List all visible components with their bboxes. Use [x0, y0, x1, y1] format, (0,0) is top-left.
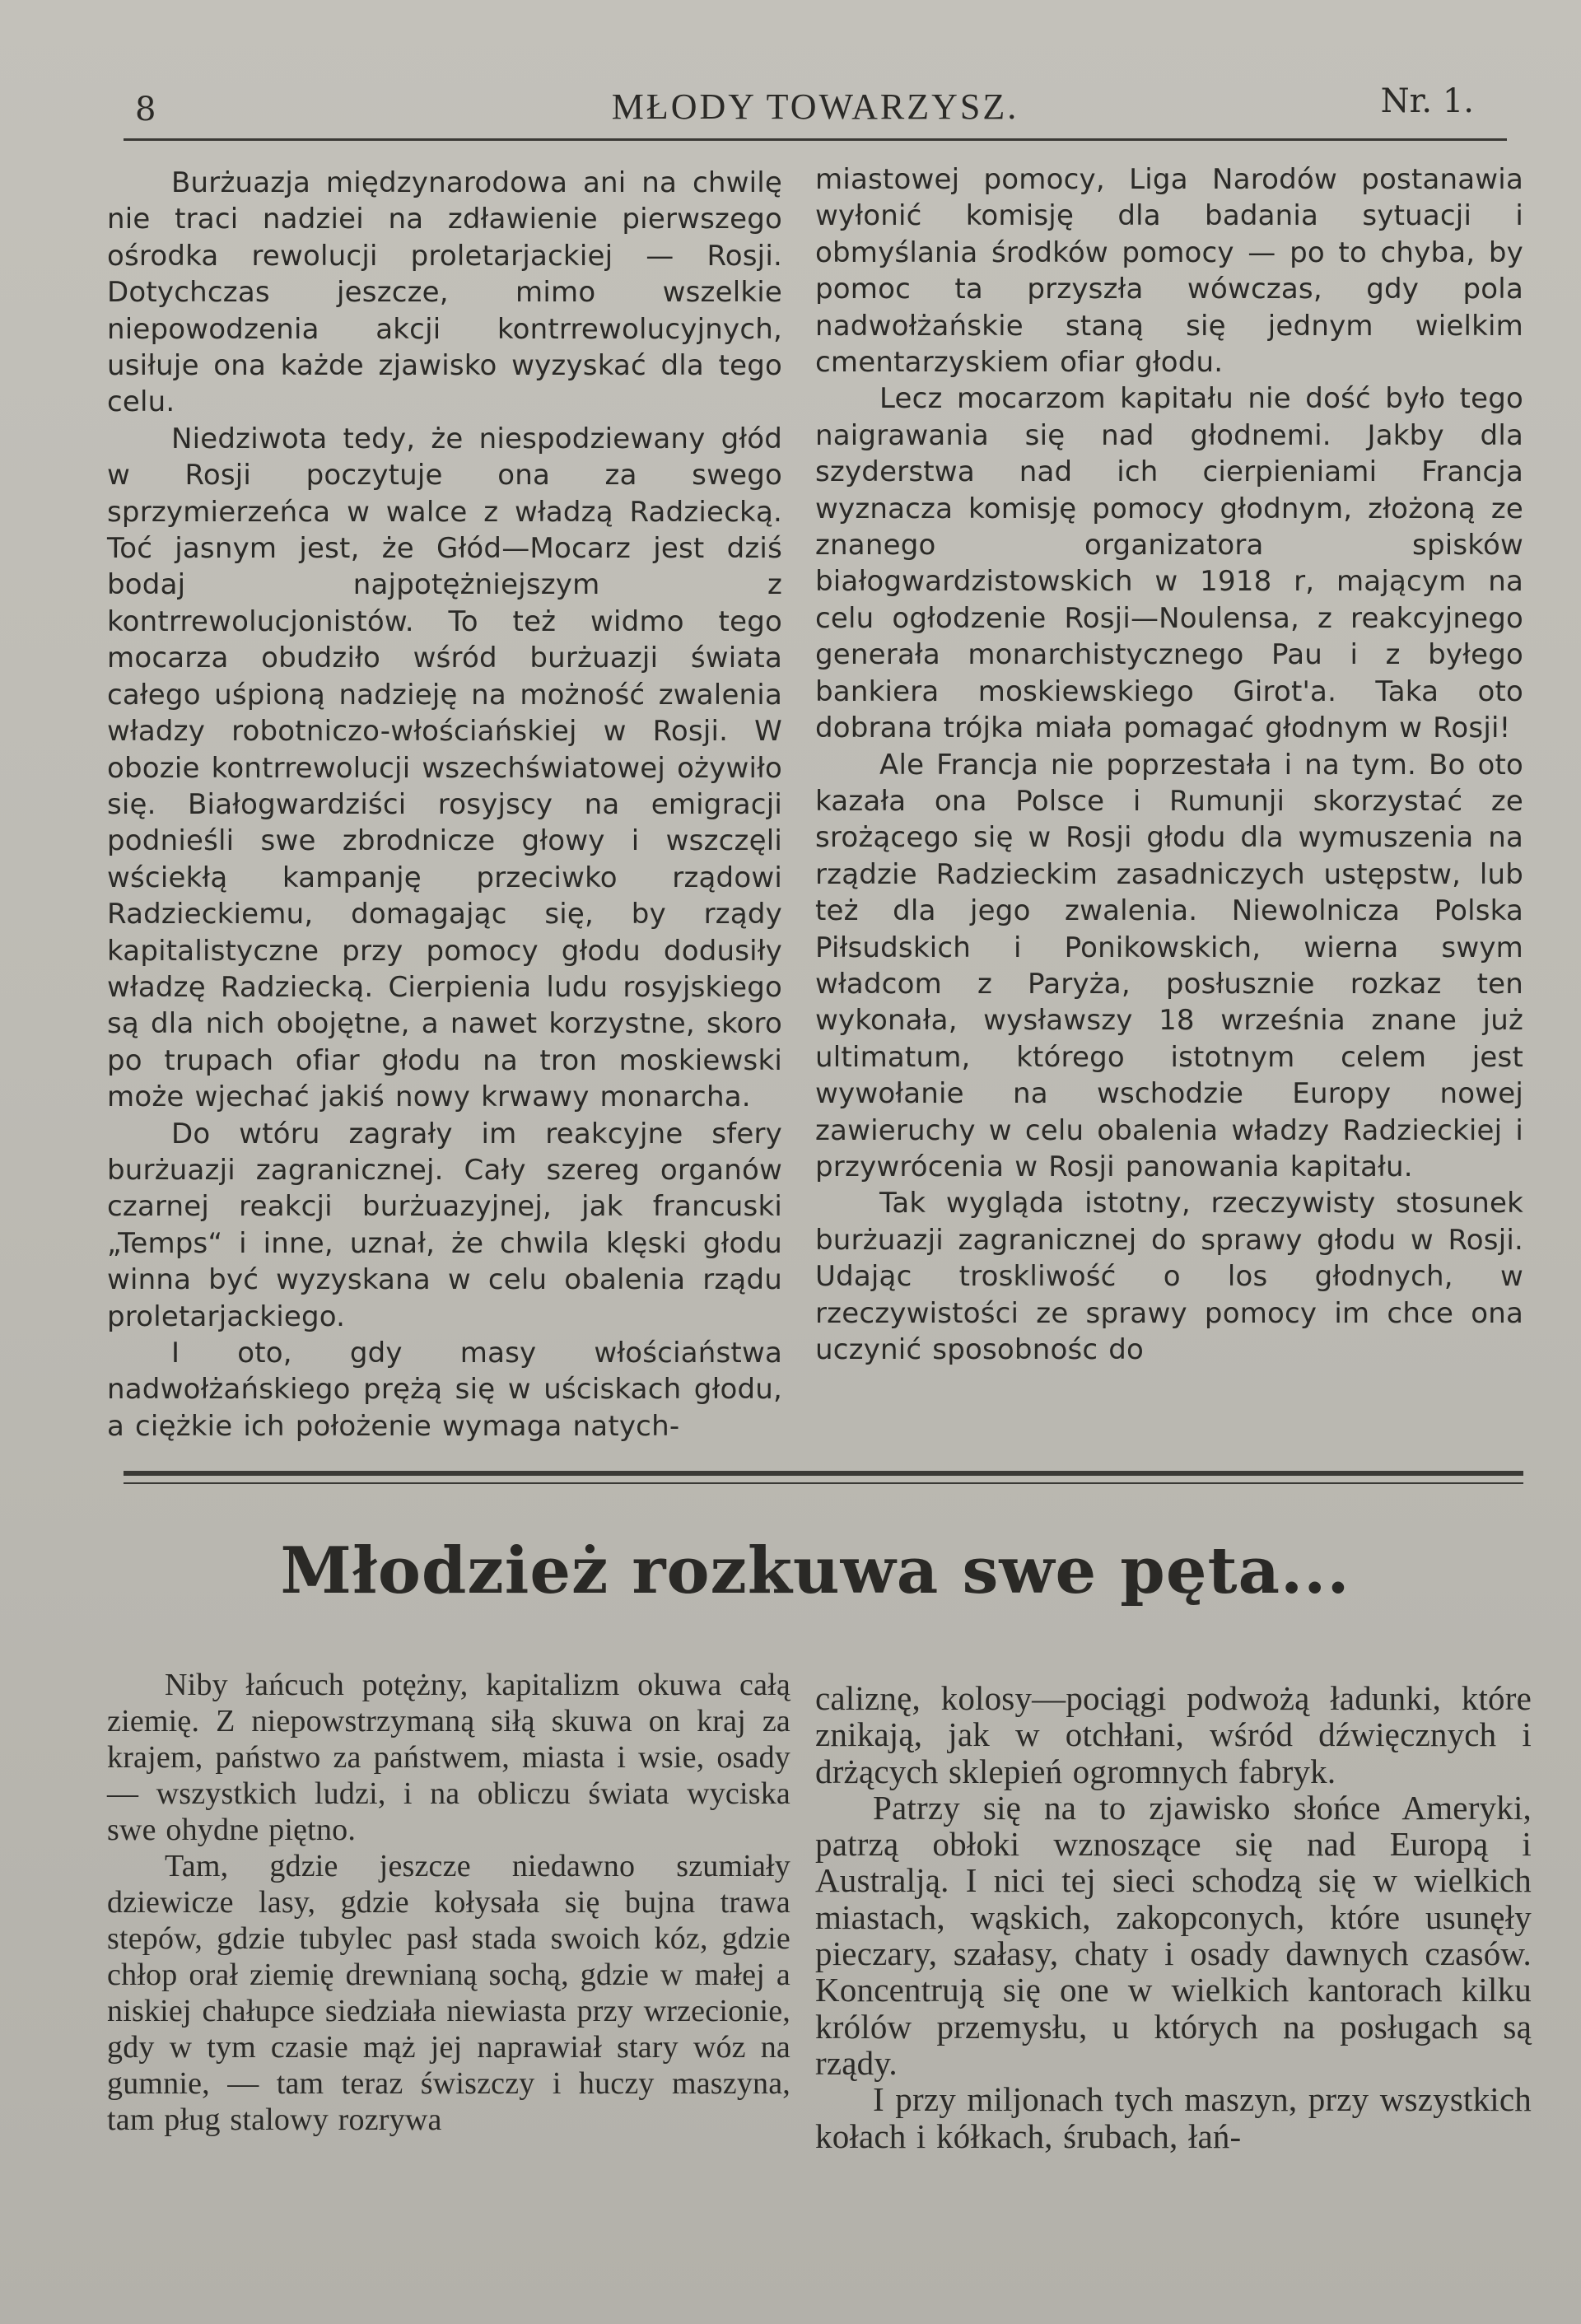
- article1-column-left: [107, 165, 782, 1444]
- paragraph: Niby łańcuch potężny, kapitalizm okuwa całą ziemię. Z niepowstrzymaną siłą skuwa on kraj za krajem, państwo za państwem, miasta i wsie, osady — wszystkich ludzi, i na obliczu świata wyciska swe ohydne piętno.: [107, 1668, 790, 1847]
- article-title: Młodzież rozkuwa swe pęta...: [280, 1533, 1350, 1608]
- page-header: [124, 76, 1507, 135]
- paragraph: I przy miljonach tych maszyn, przy wszystkich kołach i kółkach, śrubach, łań-: [815, 2080, 1532, 2155]
- article-separator-thick: [124, 1471, 1523, 1476]
- paragraph: Tak wygląda istotny, rzeczywisty stosunek burżuazji zagranicznej do sprawy głodu w Rosji. Udając troskliwość o los głodnych, w rzeczywistości ze sprawy pomocy im chce ona uczynić sposobnośc do: [815, 1187, 1523, 1366]
- publication-title: MŁODY TOWARZYSZ.: [611, 86, 1019, 127]
- article-separator-thin: [124, 1482, 1523, 1484]
- article2-column-left: [107, 1667, 790, 2138]
- paragraph: caliznę, kolosy—pociągi podwożą ładunki, które znikają, jak w otchłani, wśród dźwięcznych i drżących sklepień ogromnych fabryk.: [815, 1679, 1532, 1790]
- paragraph: Burżuazja międzynarodowa ani na chwilę nie traci nadziei na zdławienie pierwszego ośrodka rewolucji proletarjackiej — Rosji. Dotychczas jeszcze, mimo wszelkie niepowodzenia akcji kontrrewolucyjnych, usiłuje ona każde zjawisko wyzyskać dla tego celu.: [107, 166, 782, 419]
- header-rule: [124, 138, 1507, 141]
- paragraph: Ale Francja nie poprzestała i na tym. Bo oto kazała ona Polsce i Rumunji skorzystać ze srożącego się w Rosji głodu dla wymuszenia na rządzie Radzieckim zasadniczych ustępstw, lub też dla jego zwalenia. Niewolnicza Polska Piłsudskich i Ponikowskich, wierna swym władcom z Paryża, posłusznie rozkaz ten wykonała, wysławszy 18 września znane już ultimatum, którego istotnym celem jest wywołanie na wschodzie Europy nowej zawieruchy w celu obalenia władzy Radzieckiej i przywrócenia w Rosji panowania kapitału.: [815, 748, 1523, 1183]
- paragraph: I oto, gdy masy włościaństwa nadwołżańskiego prężą się w uściskach głodu, a ciężkie ich położenie wymaga natych-: [107, 1337, 782, 1443]
- paragraph: Lecz mocarzom kapitału nie dość było tego naigrawania się nad głodnemi. Jakby dla szyderstwa nad ich cierpieniami Francja wyznacza komisję pomocy głodnym, złożoną ze znanego organizatora spisków białogwardzistowskich w 1918 r, mającym na celu ogłodzenie Rosji—Noulensa, z reakcyjnego generała monarchistycznego Pau i z byłego bankiera moskiewskiego Girot'a. Taka oto dobrana trójka miała pomagać głodnym w Rosji!: [815, 382, 1523, 745]
- paragraph: Niedziwota tedy, że niespodziewany głód w Rosji poczytuje ona za swego sprzymierzeńca w walce z władzą Radziecką. Toć jasnym jest, że Głód—Mocarz jest dziś bodaj najpotężniejszym z kontrrewolucjonistów. To też widmo tego mocarza obudziło wśród burżuazji świata całego uśpioną nadzieję na możność zwalenia władzy robotniczo-włościańskiej w Rosji. W obozie kontrrewolucji wszechświatowej ożywiło się. Białogwardziści rosyjscy na emigracji podnieśli swe zbrodnicze głowy i wszczęli wściekłą kampanję przeciwko rządowi Radzieckiemu, domagając się, by rządy kapitalistyczne przy pomocy głodu dodusiły władzę Radziecką. Cierpienia ludu rosyjskiego są dla nich obojętne, a nawet korzystne, skoro po trupach ofiar głodu na tron moskiewski może wjechać jakiś nowy krwawy monarcha.: [107, 422, 782, 1114]
- paragraph: Patrzy się na to zjawisko słońce Ameryki, patrzą obłoki wznoszące się nad Europą i Australją. I nici tej sieci schodzą się w wielkich miastach, wąskich, zakopconych, które usunęły pieczary, szałasy, chaty i osady dawnych czasów. Koncentrują się one w wielkich kantorach kilku królów przemysłu, u których na posługach są rządy.: [815, 1788, 1532, 2082]
- article2-column-right: [815, 1680, 1532, 2154]
- paragraph: Do wtóru zagrały im reakcyjne sfery burżuazji zagranicznej. Cały szereg organów czarnej reakcji burżuazyjnej, jak francuski „Temps“ i inne, uznał, że chwila klęski głodu winna być wyzyskana w celu obalenia rządu proletarjackiego.: [107, 1117, 782, 1333]
- paragraph: Tam, gdzie jeszcze niedawno szumiały dziewicze lasy, gdzie kołysała się bujna trawa stepów, gdzie tubylec pasł stada swoich kóz, gdzie chłop orał ziemię drewnianą sochą, gdzie w małej a niskiej chałupce siedziała niewiasta przy wrzecionie, gdy w tym czasie mąż jej naprawiał stary wóz na gumnie, — tam teraz świszczy i huczy maszyna, tam pług stalowy rozrywa: [107, 1849, 790, 2137]
- paragraph: miastowej pomocy, Liga Narodów postanawia wyłonić komisję dla badania sytuacji i obmyślania środków pomocy — po to chyba, by pomoc ta przyszła wówczas, gdy pola nadwołżańskie staną się jednym wielkim cmentarzyskiem ofiar głodu.: [815, 163, 1523, 380]
- article1-column-right: [815, 161, 1523, 1368]
- issue-number: Nr. 1.: [1380, 82, 1474, 120]
- page-number: 8: [135, 91, 156, 128]
